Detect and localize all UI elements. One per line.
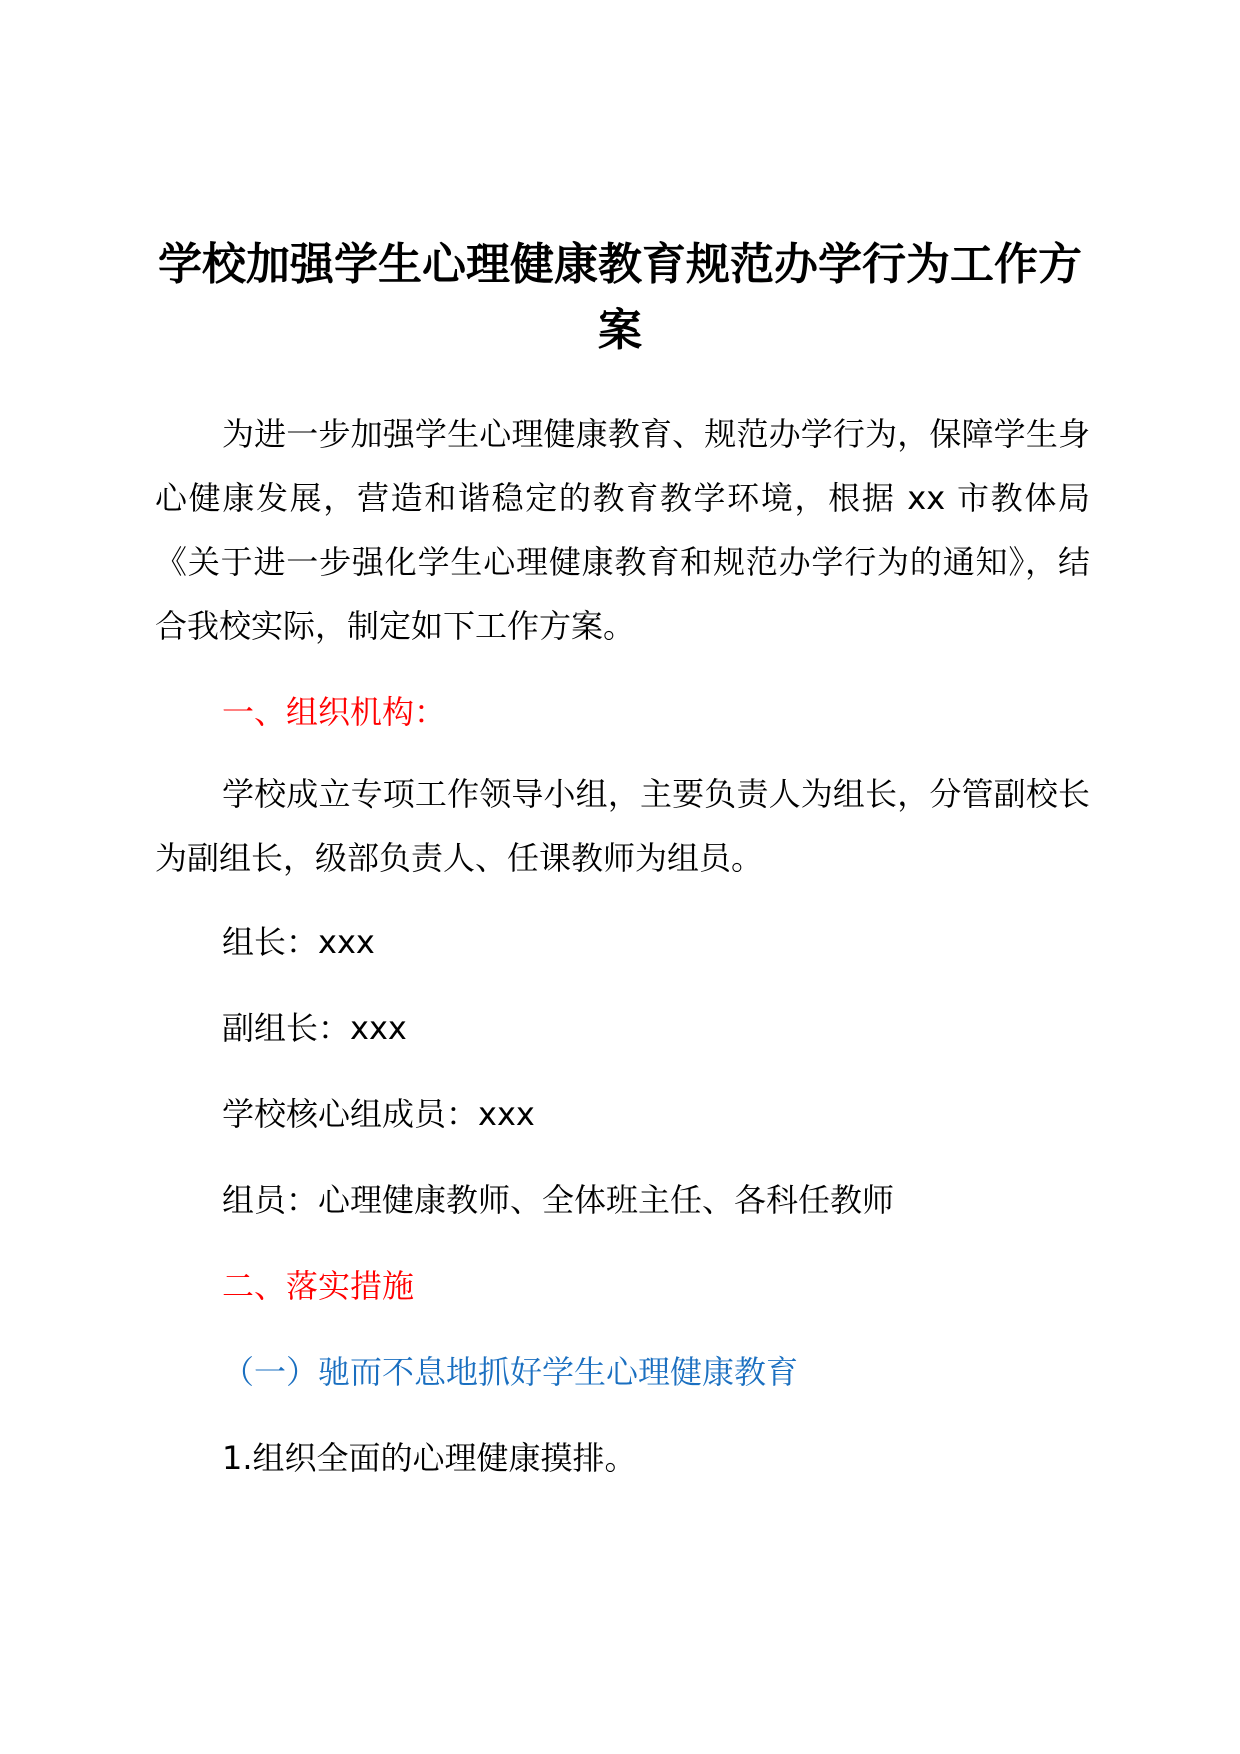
section-1-heading: 一、组织机构：	[222, 693, 447, 731]
deputy-leader-line: 副组长：xxx	[222, 1009, 407, 1047]
section-1-paragraph: 学校成立专项工作领导小组，主要负责人为组长，分管副校长为副组长，级部负责人、任课教师为组员。	[155, 775, 1090, 877]
document-title: 学校加强学生心理健康教育规范办学行为工作方案	[158, 239, 1082, 356]
leader-line: 组长：xxx	[222, 923, 375, 961]
subsection-1-heading: （一）驰而不息地抓好学生心理健康教育	[222, 1353, 799, 1391]
core-members-line: 学校核心组成员：xxx	[222, 1095, 535, 1133]
list-item-1: 1.组织全面的心理健康摸排。	[222, 1439, 637, 1477]
section-2-heading: 二、落实措施	[222, 1267, 415, 1305]
intro-paragraph: 为进一步加强学生心理健康教育、规范办学行为，保障学生身心健康发展，营造和谐稳定的教育教学环境，根据 xx 市教体局《关于进一步强化学生心理健康教育和规范办学行为的通知》，结合我校实际，制定如下工作方案。	[155, 415, 1090, 645]
members-line: 组员：心理健康教师、全体班主任、各科任教师	[222, 1181, 895, 1219]
